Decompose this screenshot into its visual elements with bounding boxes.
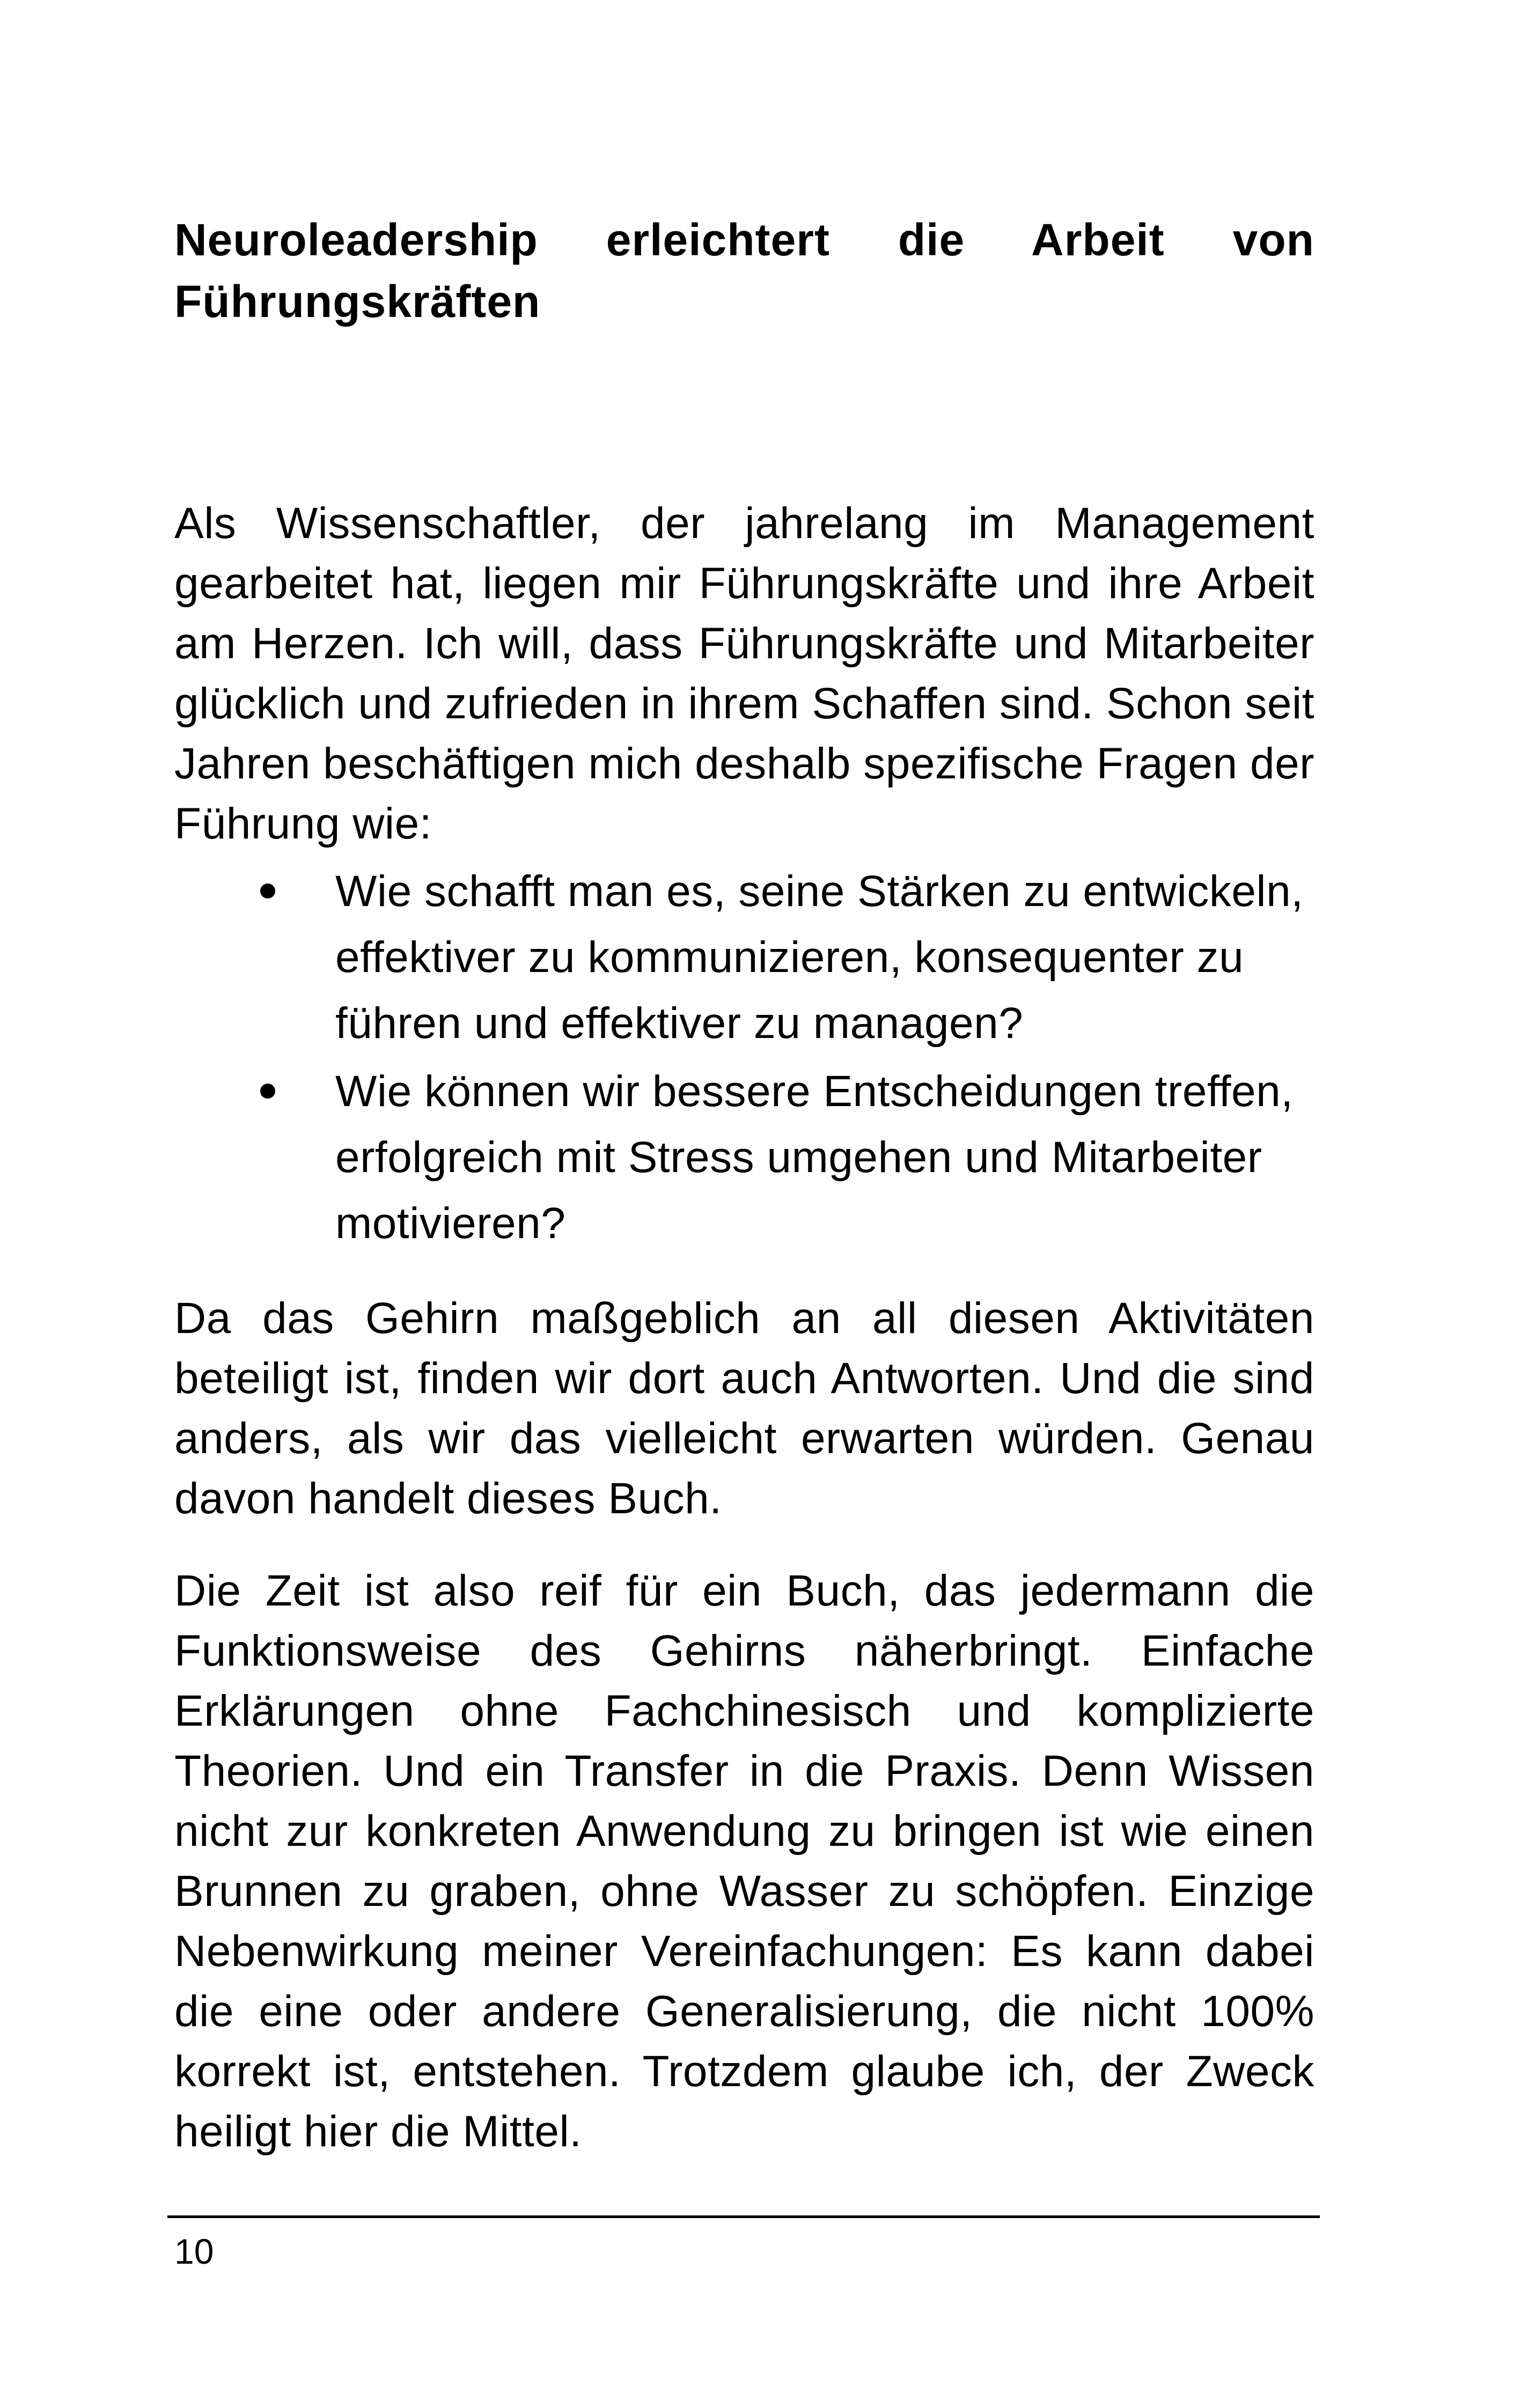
list-item-text: Wie können wir bessere Entscheidungen treffen, erfolgreich mit Stress umgehen und Mitarbeiter motivieren? (335, 1067, 1294, 1248)
list-item (174, 1058, 1314, 1256)
body-paragraph: Die Zeit ist also reif für ein Buch, das jedermann die Funktionsweise des Gehirns näherbringt. Einfache Erklärungen ohne Fachchinesisch und komplizierte Theorien. Und ein Transfer in die Praxis. Denn Wissen nicht zur konkreten Anwendung zu bringen ist wie einen Brunnen zu graben, ohne Wasser zu schöpfen. Einzige Nebenwirkung meiner Vereinfachungen: Es kann dabei die eine oder andere Generalisierung, die nicht 100% korrekt ist, entstehen. Trotzdem glaube ich, der Zweck heiligt hier die Mittel. (174, 1566, 1314, 2156)
bullet-icon (260, 1084, 275, 1099)
question-list (174, 858, 1314, 1256)
intro-paragraph: Als Wissenschaftler, der jahrelang im Management gearbeitet hat, liegen mir Führungskräfte und ihre Arbeit am Herzen. Ich will, dass Führungskräfte und Mitarbeiter glücklich und zufrieden in ihrem Schaffen sind. Schon seit Jahren beschäftigen mich deshalb spezifische Fragen der Führung wie: (174, 499, 1314, 848)
body-paragraph: Da das Gehirn maßgeblich an all diesen Aktivitäten beteiligt ist, finden wir dort auch Antworten. Und die sind anders, als wir das vielleicht erwarten würden. Genau davon handelt dieses Buch. (174, 1294, 1314, 1523)
page-number: 10 (174, 2232, 214, 2271)
list-item-text: Wie schafft man es, seine Stärken zu entwickeln, effektiver zu kommunizieren, konsequenter zu führen und effektiver zu managen? (335, 867, 1304, 1048)
page-content (174, 209, 1314, 2162)
footer-divider (167, 2215, 1320, 2218)
list-item (174, 858, 1314, 1056)
section-heading: Neuroleadership erleichtert die Arbeit von Führungskräften (174, 215, 1314, 327)
bullet-icon (260, 883, 275, 899)
